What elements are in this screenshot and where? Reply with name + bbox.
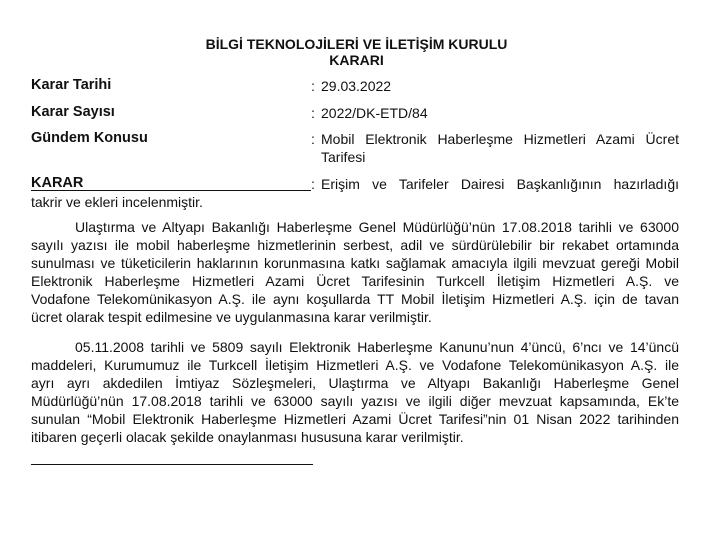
field-value-number: 2022/DK-ETD/84 bbox=[321, 105, 428, 121]
field-label-agenda: Gündem Konusu bbox=[31, 130, 148, 146]
document-subtitle: KARARI bbox=[329, 52, 384, 68]
paragraph-line: Vodafone Telekomünikasyon A.Ş. ile aynı koşullarda TT Mobil İletişim Hizmetleri A.Ş. için de tavan bbox=[31, 291, 679, 307]
paragraph-line: sayılı yazısı ile mobil haberleşme hizmetlerinin serbest, adil ve sürdürülebilir bir rekabet ortamında bbox=[31, 237, 679, 253]
field-colon: : bbox=[311, 105, 315, 121]
field-colon: : bbox=[311, 78, 315, 94]
karar-label: KARAR bbox=[31, 175, 84, 191]
document-title: BİLGİ TEKNOLOJİLERİ VE İLETİŞİM KURULU bbox=[205, 36, 508, 52]
paragraph-line: ücret olarak tespit edilmesine ve uygulanmasına karar verilmiştir. bbox=[31, 309, 432, 325]
paragraph-line: sunulan “Mobil Elektronik Haberleşme Hizmetleri Azami Ücret Tarifesi”nin 01 Nisan 2022 tarihinden bbox=[31, 411, 679, 427]
paragraph-line: maddeleri, Kurumumuz ile Turkcell İletişim Hizmetleri A.Ş. ve Vodafone Telekomünikasyon A.Ş. ile bbox=[31, 357, 679, 373]
decision-paragraph-1 bbox=[31, 218, 679, 326]
paragraph-line: itibaren geçerli olacak şekilde onaylanması hususuna karar verilmiştir. bbox=[31, 429, 464, 445]
field-value-agenda-line1: Mobil Elektronik Haberleşme Hizmetleri Azami Ücret bbox=[321, 131, 679, 147]
signature-divider bbox=[31, 464, 313, 465]
karar-underline bbox=[31, 190, 311, 191]
karar-text-line2: takrir ve ekleri incelenmiştir. bbox=[31, 194, 203, 210]
paragraph-line: Ulaştırma ve Altyapı Bakanlığı Haberleşme Genel Müdürlüğü’nün 17.08.2018 tarihli ve 63000 bbox=[75, 219, 679, 235]
karar-text-line1: Erişim ve Tarifeler Dairesi Başkanlığının hazırladığı bbox=[321, 176, 679, 192]
field-label-number: Karar Sayısı bbox=[31, 104, 115, 120]
field-value-agenda-line2: Tarifesi bbox=[321, 149, 366, 165]
paragraph-line: Müdürlüğü’nün 17.08.2018 tarihli ve 63000 sayılı yazısı ve ilgili diğer mevzuat kapsamında, Ek’te bbox=[31, 393, 679, 409]
field-value-date: 29.03.2022 bbox=[321, 78, 392, 94]
decision-paragraph-2 bbox=[31, 338, 679, 446]
paragraph-line: 05.11.2008 tarihli ve 5809 sayılı Elektronik Haberleşme Kanunu’nun 4’üncü, 6’ncı ve 14’üncü bbox=[75, 339, 679, 355]
field-colon: : bbox=[311, 131, 315, 147]
paragraph-line: ayrı ayrı akdedilen İmtiyaz Sözleşmeleri, Ulaştırma ve Altyapı Bakanlığı Haberleşme Genel bbox=[31, 375, 679, 391]
paragraph-line: Elektronik Haberleşme Hizmetleri Azami Ücret Tarifesinin Turkcell İletişim Hizmetleri A.Ş. ve bbox=[31, 273, 679, 289]
field-label-date: Karar Tarihi bbox=[31, 77, 112, 93]
paragraph-line: sunulması ve tüketicilerin haklarının korunmasına katkı sağlamak amacıyla ilgili mevzuat gereği Mobil bbox=[31, 255, 679, 271]
field-colon: : bbox=[311, 176, 315, 192]
